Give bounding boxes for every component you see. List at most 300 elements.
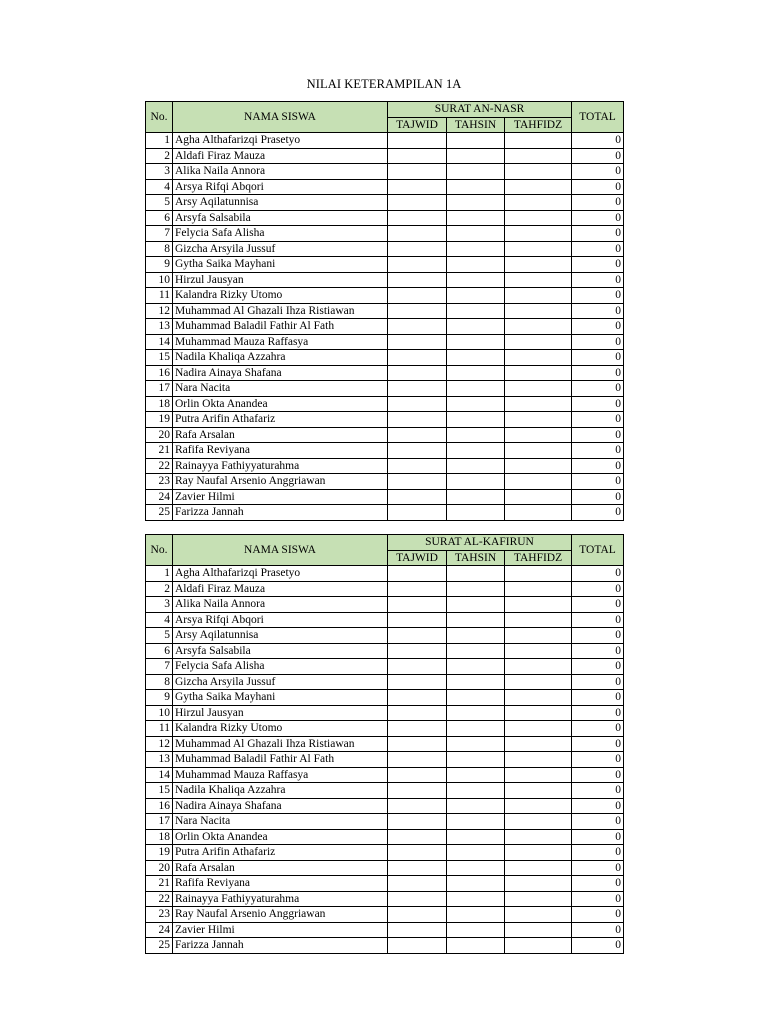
total-cell: 0	[572, 195, 624, 211]
total-cell: 0	[572, 350, 624, 366]
total-cell: 0	[572, 736, 624, 752]
total-cell: 0	[572, 474, 624, 490]
tajwid-cell	[388, 164, 447, 180]
tahfidz-cell	[505, 581, 572, 597]
table-row	[146, 628, 624, 644]
total-cell: 0	[572, 566, 624, 582]
student-name: Orlin Okta Anandea	[173, 396, 388, 412]
row-number: 17	[146, 814, 173, 830]
tahsin-cell	[447, 458, 505, 474]
header-tajwid: TAJWID	[388, 550, 447, 566]
row-number: 9	[146, 690, 173, 706]
row-number: 6	[146, 210, 173, 226]
total-cell: 0	[572, 705, 624, 721]
row-number: 10	[146, 705, 173, 721]
tajwid-cell	[388, 581, 447, 597]
tahsin-cell	[447, 566, 505, 582]
total-cell: 0	[572, 164, 624, 180]
row-number: 1	[146, 133, 173, 149]
table-row	[146, 257, 624, 273]
student-name: Gizcha Arsyila Jussuf	[173, 674, 388, 690]
tahfidz-cell	[505, 210, 572, 226]
row-number: 14	[146, 334, 173, 350]
total-cell: 0	[572, 674, 624, 690]
tahsin-cell	[447, 179, 505, 195]
row-number: 16	[146, 798, 173, 814]
tajwid-cell	[388, 288, 447, 304]
total-cell: 0	[572, 458, 624, 474]
table-row	[146, 643, 624, 659]
total-cell: 0	[572, 767, 624, 783]
tahsin-cell	[447, 845, 505, 861]
table-row	[146, 133, 624, 149]
tajwid-cell	[388, 148, 447, 164]
row-number: 21	[146, 443, 173, 459]
tahfidz-cell	[505, 443, 572, 459]
tahsin-cell	[447, 612, 505, 628]
tahsin-cell	[447, 210, 505, 226]
table-row	[146, 164, 624, 180]
header-tahfidz: TAHFIDZ	[505, 550, 572, 566]
table-row	[146, 179, 624, 195]
tahsin-cell	[447, 319, 505, 335]
student-name: Orlin Okta Anandea	[173, 829, 388, 845]
tahsin-cell	[447, 474, 505, 490]
tajwid-cell	[388, 474, 447, 490]
student-name: Putra Arifin Athafariz	[173, 412, 388, 428]
grade-table-an-nasr	[145, 101, 624, 521]
student-name: Alika Naila Annora	[173, 164, 388, 180]
table-row	[146, 381, 624, 397]
tahfidz-cell	[505, 489, 572, 505]
student-name: Nara Nacita	[173, 814, 388, 830]
tahfidz-cell	[505, 365, 572, 381]
total-cell: 0	[572, 752, 624, 768]
row-number: 16	[146, 365, 173, 381]
student-name: Rainayya Fathiyyaturahma	[173, 458, 388, 474]
table-row	[146, 241, 624, 257]
tahsin-cell	[447, 164, 505, 180]
total-cell: 0	[572, 148, 624, 164]
table-row	[146, 566, 624, 582]
tahsin-cell	[447, 412, 505, 428]
total-cell: 0	[572, 365, 624, 381]
table-row	[146, 597, 624, 613]
tajwid-cell	[388, 365, 447, 381]
total-cell: 0	[572, 226, 624, 242]
total-cell: 0	[572, 179, 624, 195]
tahfidz-cell	[505, 876, 572, 892]
student-name: Aldafi Firaz Mauza	[173, 148, 388, 164]
tahfidz-cell	[505, 860, 572, 876]
tahsin-cell	[447, 690, 505, 706]
tahsin-cell	[447, 334, 505, 350]
tajwid-cell	[388, 489, 447, 505]
tahsin-cell	[447, 829, 505, 845]
tahsin-cell	[447, 241, 505, 257]
row-number: 8	[146, 674, 173, 690]
tajwid-cell	[388, 690, 447, 706]
total-cell: 0	[572, 922, 624, 938]
tajwid-cell	[388, 272, 447, 288]
tahsin-cell	[447, 350, 505, 366]
student-name: Muhammad Mauza Raffasya	[173, 334, 388, 350]
tahsin-cell	[447, 133, 505, 149]
tahfidz-cell	[505, 412, 572, 428]
student-name: Putra Arifin Athafariz	[173, 845, 388, 861]
tahsin-cell	[447, 505, 505, 521]
table-row	[146, 303, 624, 319]
tahsin-cell	[447, 195, 505, 211]
tahfidz-cell	[505, 736, 572, 752]
tahfidz-cell	[505, 659, 572, 675]
table-row	[146, 845, 624, 861]
tajwid-cell	[388, 643, 447, 659]
table-row	[146, 721, 624, 737]
row-number: 9	[146, 257, 173, 273]
tahfidz-cell	[505, 721, 572, 737]
tahfidz-cell	[505, 133, 572, 149]
tahfidz-cell	[505, 907, 572, 923]
row-number: 15	[146, 350, 173, 366]
tahfidz-cell	[505, 148, 572, 164]
row-number: 18	[146, 829, 173, 845]
tajwid-cell	[388, 412, 447, 428]
student-name: Kalandra Rizky Utomo	[173, 721, 388, 737]
total-cell: 0	[572, 814, 624, 830]
tahsin-cell	[447, 148, 505, 164]
tahsin-cell	[447, 288, 505, 304]
tajwid-cell	[388, 458, 447, 474]
row-number: 5	[146, 195, 173, 211]
tahfidz-cell	[505, 612, 572, 628]
table-row	[146, 272, 624, 288]
tahfidz-cell	[505, 845, 572, 861]
student-name: Arsyfa Salsabila	[173, 643, 388, 659]
tajwid-cell	[388, 179, 447, 195]
student-name: Zavier Hilmi	[173, 922, 388, 938]
student-name: Rafa Arsalan	[173, 427, 388, 443]
total-cell: 0	[572, 659, 624, 675]
table-row	[146, 334, 624, 350]
student-name: Nadila Khaliqa Azzahra	[173, 350, 388, 366]
tahsin-cell	[447, 705, 505, 721]
total-cell: 0	[572, 241, 624, 257]
tahsin-cell	[447, 443, 505, 459]
table-row	[146, 427, 624, 443]
table-row	[146, 891, 624, 907]
tahsin-cell	[447, 628, 505, 644]
row-number: 19	[146, 845, 173, 861]
student-name: Muhammad Baladil Fathir Al Fath	[173, 319, 388, 335]
table-row	[146, 938, 624, 954]
student-name: Gytha Saika Mayhani	[173, 690, 388, 706]
table-row	[146, 443, 624, 459]
student-name: Arsy Aqilatunnisa	[173, 195, 388, 211]
tajwid-cell	[388, 674, 447, 690]
header-surah: SURAT AL-KAFIRUN	[388, 535, 572, 551]
header-surah: SURAT AN-NASR	[388, 102, 572, 118]
tahsin-cell	[447, 257, 505, 273]
total-cell: 0	[572, 581, 624, 597]
student-name: Kalandra Rizky Utomo	[173, 288, 388, 304]
student-name: Ray Naufal Arsenio Anggriawan	[173, 907, 388, 923]
tajwid-cell	[388, 396, 447, 412]
tajwid-cell	[388, 659, 447, 675]
tahsin-cell	[447, 427, 505, 443]
tahfidz-cell	[505, 272, 572, 288]
tajwid-cell	[388, 922, 447, 938]
student-name: Zavier Hilmi	[173, 489, 388, 505]
total-cell: 0	[572, 427, 624, 443]
row-number: 7	[146, 226, 173, 242]
tahsin-cell	[447, 876, 505, 892]
page-title: NILAI KETERAMPILAN 1A	[306, 77, 462, 91]
student-name: Agha Althafarizqi Prasetyo	[173, 566, 388, 582]
tahfidz-cell	[505, 767, 572, 783]
row-number: 25	[146, 505, 173, 521]
tajwid-cell	[388, 303, 447, 319]
tajwid-cell	[388, 597, 447, 613]
student-name: Rafifa Reviyana	[173, 876, 388, 892]
student-name: Agha Althafarizqi Prasetyo	[173, 133, 388, 149]
tahfidz-cell	[505, 195, 572, 211]
tahsin-cell	[447, 226, 505, 242]
total-cell: 0	[572, 288, 624, 304]
tahfidz-cell	[505, 922, 572, 938]
tajwid-cell	[388, 876, 447, 892]
row-number: 4	[146, 179, 173, 195]
table-row	[146, 690, 624, 706]
row-number: 20	[146, 427, 173, 443]
table-row	[146, 581, 624, 597]
total-cell: 0	[572, 721, 624, 737]
tahfidz-cell	[505, 396, 572, 412]
row-number: 22	[146, 891, 173, 907]
row-number: 20	[146, 860, 173, 876]
row-number: 12	[146, 303, 173, 319]
total-cell: 0	[572, 334, 624, 350]
row-number: 18	[146, 396, 173, 412]
tajwid-cell	[388, 891, 447, 907]
tahfidz-cell	[505, 752, 572, 768]
tahsin-cell	[447, 922, 505, 938]
row-number: 2	[146, 581, 173, 597]
header-nama-siswa: NAMA SISWA	[173, 535, 388, 566]
student-name: Felycia Safa Alisha	[173, 226, 388, 242]
total-cell: 0	[572, 690, 624, 706]
row-number: 8	[146, 241, 173, 257]
tahfidz-cell	[505, 505, 572, 521]
student-name: Arsya Rifqi Abqori	[173, 179, 388, 195]
total-cell: 0	[572, 643, 624, 659]
total-cell: 0	[572, 505, 624, 521]
tahfidz-cell	[505, 891, 572, 907]
tajwid-cell	[388, 241, 447, 257]
table-row	[146, 798, 624, 814]
total-cell: 0	[572, 876, 624, 892]
tajwid-cell	[388, 319, 447, 335]
row-number: 3	[146, 597, 173, 613]
student-name: Aldafi Firaz Mauza	[173, 581, 388, 597]
tahsin-cell	[447, 659, 505, 675]
tajwid-cell	[388, 705, 447, 721]
tajwid-cell	[388, 721, 447, 737]
table-row	[146, 752, 624, 768]
tahsin-cell	[447, 814, 505, 830]
table-row	[146, 365, 624, 381]
total-cell: 0	[572, 845, 624, 861]
tahsin-cell	[447, 303, 505, 319]
row-number: 17	[146, 381, 173, 397]
tajwid-cell	[388, 860, 447, 876]
tahsin-cell	[447, 783, 505, 799]
tahsin-cell	[447, 767, 505, 783]
row-number: 11	[146, 721, 173, 737]
tahsin-cell	[447, 798, 505, 814]
table-row	[146, 860, 624, 876]
tahfidz-cell	[505, 350, 572, 366]
tahsin-cell	[447, 860, 505, 876]
table-row	[146, 736, 624, 752]
total-cell: 0	[572, 612, 624, 628]
tahfidz-cell	[505, 458, 572, 474]
table-row	[146, 674, 624, 690]
student-name: Nara Nacita	[173, 381, 388, 397]
student-name: Arsy Aqilatunnisa	[173, 628, 388, 644]
student-name: Hirzul Jausyan	[173, 705, 388, 721]
table-row	[146, 412, 624, 428]
student-name: Felycia Safa Alisha	[173, 659, 388, 675]
row-number: 3	[146, 164, 173, 180]
row-number: 23	[146, 474, 173, 490]
tahfidz-cell	[505, 628, 572, 644]
tahfidz-cell	[505, 597, 572, 613]
table-row	[146, 505, 624, 521]
tajwid-cell	[388, 505, 447, 521]
student-name: Gytha Saika Mayhani	[173, 257, 388, 273]
tahfidz-cell	[505, 319, 572, 335]
tahfidz-cell	[505, 643, 572, 659]
tahfidz-cell	[505, 798, 572, 814]
tahfidz-cell	[505, 179, 572, 195]
tajwid-cell	[388, 427, 447, 443]
tahsin-cell	[447, 736, 505, 752]
tahfidz-cell	[505, 566, 572, 582]
row-number: 13	[146, 319, 173, 335]
header-tahsin: TAHSIN	[447, 550, 505, 566]
header-tahfidz: TAHFIDZ	[505, 117, 572, 133]
total-cell: 0	[572, 938, 624, 954]
student-name: Gizcha Arsyila Jussuf	[173, 241, 388, 257]
header-no: No.	[146, 535, 173, 566]
tahfidz-cell	[505, 938, 572, 954]
tahsin-cell	[447, 643, 505, 659]
tahsin-cell	[447, 721, 505, 737]
table-row	[146, 489, 624, 505]
tahfidz-cell	[505, 226, 572, 242]
tahsin-cell	[447, 907, 505, 923]
total-cell: 0	[572, 272, 624, 288]
total-cell: 0	[572, 133, 624, 149]
total-cell: 0	[572, 443, 624, 459]
table-row	[146, 319, 624, 335]
student-name: Ray Naufal Arsenio Anggriawan	[173, 474, 388, 490]
header-tajwid: TAJWID	[388, 117, 447, 133]
tahfidz-cell	[505, 814, 572, 830]
student-name: Farizza Jannah	[173, 505, 388, 521]
tajwid-cell	[388, 829, 447, 845]
tahsin-cell	[447, 396, 505, 412]
table-row	[146, 226, 624, 242]
row-number: 14	[146, 767, 173, 783]
tajwid-cell	[388, 443, 447, 459]
total-cell: 0	[572, 319, 624, 335]
tajwid-cell	[388, 381, 447, 397]
total-cell: 0	[572, 303, 624, 319]
row-number: 6	[146, 643, 173, 659]
student-name: Hirzul Jausyan	[173, 272, 388, 288]
total-cell: 0	[572, 628, 624, 644]
total-cell: 0	[572, 891, 624, 907]
total-cell: 0	[572, 257, 624, 273]
grade-table-al-kafirun	[145, 534, 624, 954]
tahfidz-cell	[505, 334, 572, 350]
table-row	[146, 396, 624, 412]
table-row	[146, 148, 624, 164]
student-name: Rafifa Reviyana	[173, 443, 388, 459]
tajwid-cell	[388, 334, 447, 350]
tajwid-cell	[388, 938, 447, 954]
student-name: Alika Naila Annora	[173, 597, 388, 613]
tahfidz-cell	[505, 303, 572, 319]
student-name: Farizza Jannah	[173, 938, 388, 954]
tahfidz-cell	[505, 705, 572, 721]
tahsin-cell	[447, 597, 505, 613]
row-number: 22	[146, 458, 173, 474]
total-cell: 0	[572, 396, 624, 412]
row-number: 19	[146, 412, 173, 428]
student-name: Muhammad Mauza Raffasya	[173, 767, 388, 783]
tahsin-cell	[447, 938, 505, 954]
tajwid-cell	[388, 195, 447, 211]
tahsin-cell	[447, 489, 505, 505]
tajwid-cell	[388, 783, 447, 799]
total-cell: 0	[572, 907, 624, 923]
tajwid-cell	[388, 226, 447, 242]
tajwid-cell	[388, 566, 447, 582]
header-total: TOTAL	[572, 535, 624, 566]
student-name: Muhammad Al Ghazali Ihza Ristiawan	[173, 736, 388, 752]
tahsin-cell	[447, 674, 505, 690]
row-number: 10	[146, 272, 173, 288]
total-cell: 0	[572, 798, 624, 814]
tajwid-cell	[388, 767, 447, 783]
header-tahsin: TAHSIN	[447, 117, 505, 133]
tahfidz-cell	[505, 164, 572, 180]
total-cell: 0	[572, 860, 624, 876]
row-number: 24	[146, 489, 173, 505]
tahfidz-cell	[505, 381, 572, 397]
tahfidz-cell	[505, 783, 572, 799]
student-name: Muhammad Baladil Fathir Al Fath	[173, 752, 388, 768]
tajwid-cell	[388, 814, 447, 830]
table-row	[146, 474, 624, 490]
table-row	[146, 907, 624, 923]
total-cell: 0	[572, 489, 624, 505]
tajwid-cell	[388, 210, 447, 226]
tajwid-cell	[388, 350, 447, 366]
